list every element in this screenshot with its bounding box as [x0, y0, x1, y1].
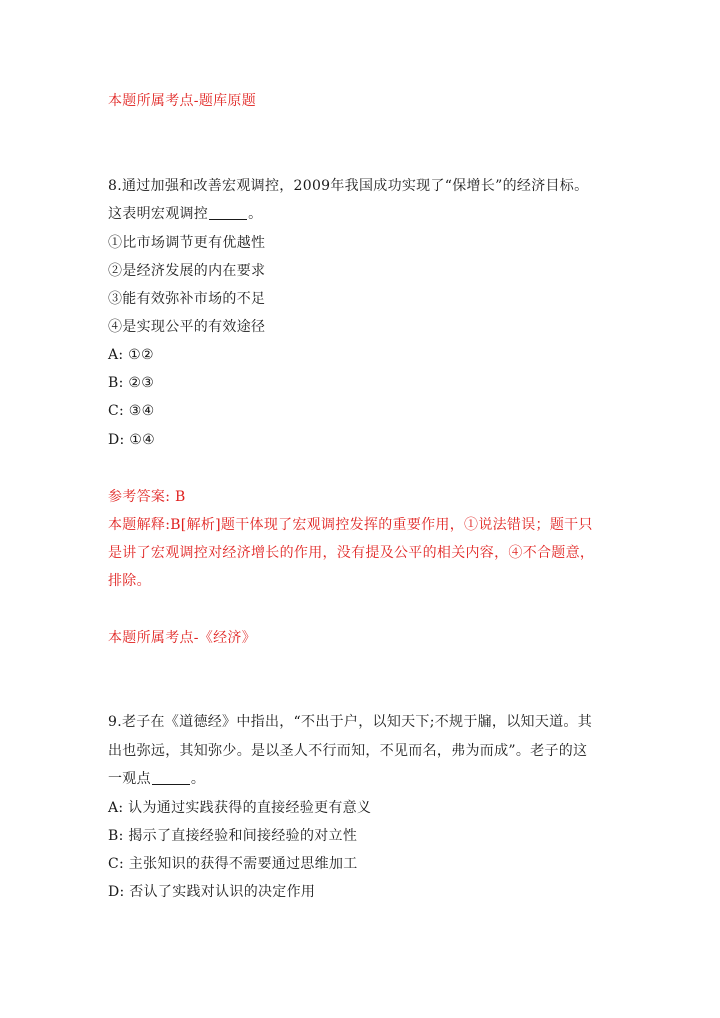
- q9-stem-line-3-end: 。: [190, 771, 206, 787]
- q9-option-c: C: 主张知识的获得不需要通过思维加工: [108, 856, 358, 872]
- q8-explanation-line-2: 是讲了宏观调控对经济增长的作用，没有提及公平的相关内容，④不合题意，: [108, 545, 595, 561]
- q8-stem-line-2: [108, 205, 262, 223]
- q9-stem-line-1: 9.老子在《道德经》中指出，“不出于户，以知天下;不规于牖，以知天道。其: [108, 714, 593, 730]
- q8-item-3: ③能有效弥补市场的不足: [108, 291, 266, 307]
- q9-option-d: D: 否认了实践对认识的决定作用: [108, 884, 316, 900]
- q8-option-b: B: ②③: [108, 375, 155, 391]
- q9-option-b: B: 揭示了直接经验和间接经验的对立性: [108, 828, 358, 844]
- q8-option-d: D: ①④: [108, 432, 155, 448]
- q9-answer-blank: [152, 770, 190, 785]
- q9-stem-line-2: 出也弥远，其知弥少。是以圣人不行而知，不见而名，弗为而成”。老子的这: [108, 743, 588, 759]
- q8-knowledge-point: 本题所属考点-《经济》: [108, 630, 257, 646]
- q8-answer: 参考答案: B: [108, 489, 186, 505]
- q9-stem-line-3: [108, 770, 205, 788]
- q8-stem-line-2-end: 。: [248, 206, 263, 222]
- q8-item-2: ②是经济发展的内在要求: [108, 263, 266, 279]
- q7-knowledge-point: 本题所属考点-题库原题: [108, 93, 257, 109]
- q8-answer-blank: [209, 205, 247, 220]
- q8-option-c: C: ③④: [108, 403, 155, 419]
- q9-option-a: A: 认为通过实践获得的直接经验更有意义: [108, 800, 372, 816]
- q8-stem-line-2-text: 这表明宏观调控: [108, 206, 209, 222]
- q8-stem-line-1: 8.通过加强和改善宏观调控，2009年我国成功实现了“保增长”的经济目标。: [108, 178, 589, 194]
- q8-item-1: ①比市场调节更有优越性: [108, 235, 266, 251]
- q8-item-4: ④是实现公平的有效途径: [108, 319, 266, 335]
- q8-option-a: A: ①②: [108, 347, 154, 363]
- q8-explanation-line-3: 排除。: [108, 573, 151, 589]
- q9-stem-line-3-text: 一观点: [108, 771, 151, 787]
- q8-explanation-line-1: 本题解释:B[解析]题干体现了宏观调控发挥的重要作用，①说法错误；题干只: [108, 517, 593, 533]
